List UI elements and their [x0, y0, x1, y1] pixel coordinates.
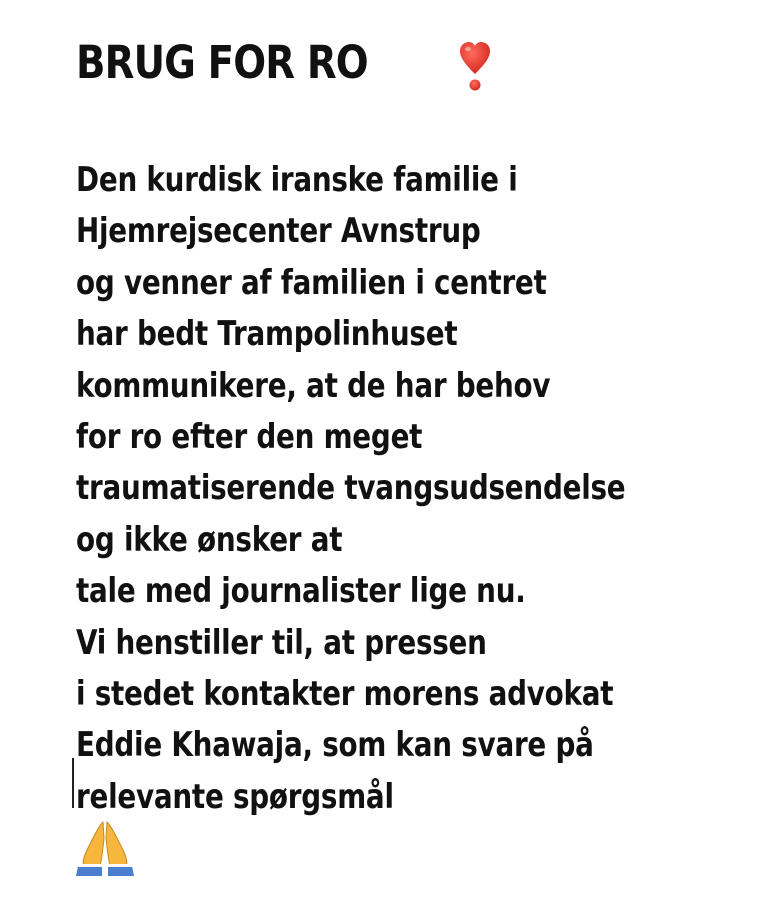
- message-line: har bedt Trampolinhuset: [76, 314, 458, 354]
- message-line: i stedet kontakter morens advokat: [76, 673, 614, 713]
- message-line: relevante spørgsmål: [76, 776, 394, 816]
- message-line: og venner af familien i centret: [76, 262, 547, 302]
- message-line: for ro efter den meget: [76, 416, 423, 456]
- message-line: Vi henstiller til, at pressen: [76, 622, 487, 662]
- folded-hands-icon: [74, 818, 136, 878]
- message-line: Eddie Khawaja, som kan svare på: [76, 725, 594, 765]
- page-title: BRUG FOR RO: [76, 35, 368, 89]
- message-line: traumatiserende tvangsudsendelse: [76, 468, 626, 508]
- text-cursor: [72, 758, 74, 808]
- heavy-exclamation-heart-icon: [458, 40, 492, 92]
- message-line: tale med journalister lige nu.: [76, 571, 526, 611]
- message-line: Hjemrejsecenter Avnstrup: [76, 211, 481, 251]
- message-line: Den kurdisk iranske familie i: [76, 160, 518, 199]
- title-row: [76, 30, 415, 94]
- message-line: og ikke ønsker at: [76, 519, 343, 559]
- message-line: kommunikere, at de har behov: [76, 365, 551, 405]
- message-body: [76, 154, 769, 822]
